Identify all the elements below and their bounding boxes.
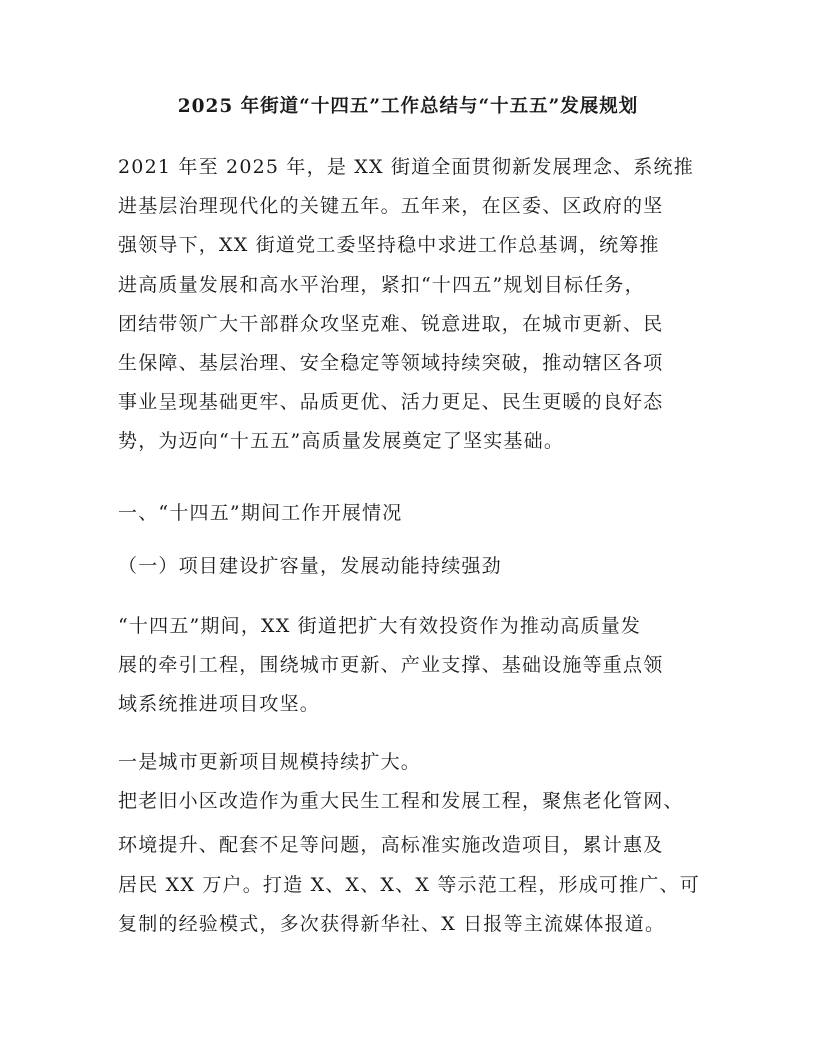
paragraph-line: 团结带领广大干部群众攻坚克难、锐意进取，在城市更新、民 bbox=[118, 313, 664, 335]
paragraph-line: 展的牵引工程，围绕城市更新、产业支撑、基础设施等重点领 bbox=[118, 654, 664, 676]
subsection-heading: （一）项目建设扩容量，发展动能持续强劲 bbox=[118, 555, 502, 577]
point-heading: 一是城市更新项目规模持续扩大。 bbox=[118, 751, 422, 773]
paragraph-line: 域系统推进项目攻坚。 bbox=[118, 693, 321, 715]
document-title: 2025 年街道“十四五”工作总结与“十五五”发展规划 bbox=[177, 96, 639, 117]
paragraph-line: 进基层治理现代化的关键五年。五年来，在区委、区政府的坚 bbox=[118, 195, 664, 217]
section-heading: 一、“十四五”期间工作开展情况 bbox=[118, 502, 403, 524]
paragraph-line: 复制的经验模式，多次获得新华社、X 日报等主流媒体报道。 bbox=[118, 913, 666, 935]
paragraph-line: 居民 XX 万户。打造 X、X、X、X 等示范工程，形成可推广、可 bbox=[118, 874, 700, 896]
paragraph-line: 环境提升、配套不足等问题，高标准实施改造项目，累计惠及 bbox=[118, 834, 664, 856]
paragraph-line: 事业呈现基础更牢、品质更优、活力更足、民生更暖的良好态 bbox=[118, 391, 664, 413]
paragraph-line: 进高质量发展和高水平治理，紧扣“十四五”规划目标任务， bbox=[118, 274, 645, 296]
paragraph-line: 把老旧小区改造作为重大民生工程和发展工程，聚焦老化管网、 bbox=[118, 790, 684, 812]
paragraph-line: 2021 年至 2025 年，是 XX 街道全面贯彻新发展理念、系统推 bbox=[118, 156, 694, 178]
paragraph-line: 生保障、基层治理、安全稳定等领域持续突破，推动辖区各项 bbox=[118, 352, 664, 374]
paragraph-line: 强领导下，XX 街道党工委坚持稳中求进工作总基调，统筹推 bbox=[118, 234, 660, 256]
paragraph-line: 势，为迈向“十五五”高质量发展奠定了坚实基础。 bbox=[118, 430, 565, 452]
paragraph-line: “十四五”期间，XX 街道把扩大有效投资作为推动高质量发 bbox=[118, 615, 642, 637]
